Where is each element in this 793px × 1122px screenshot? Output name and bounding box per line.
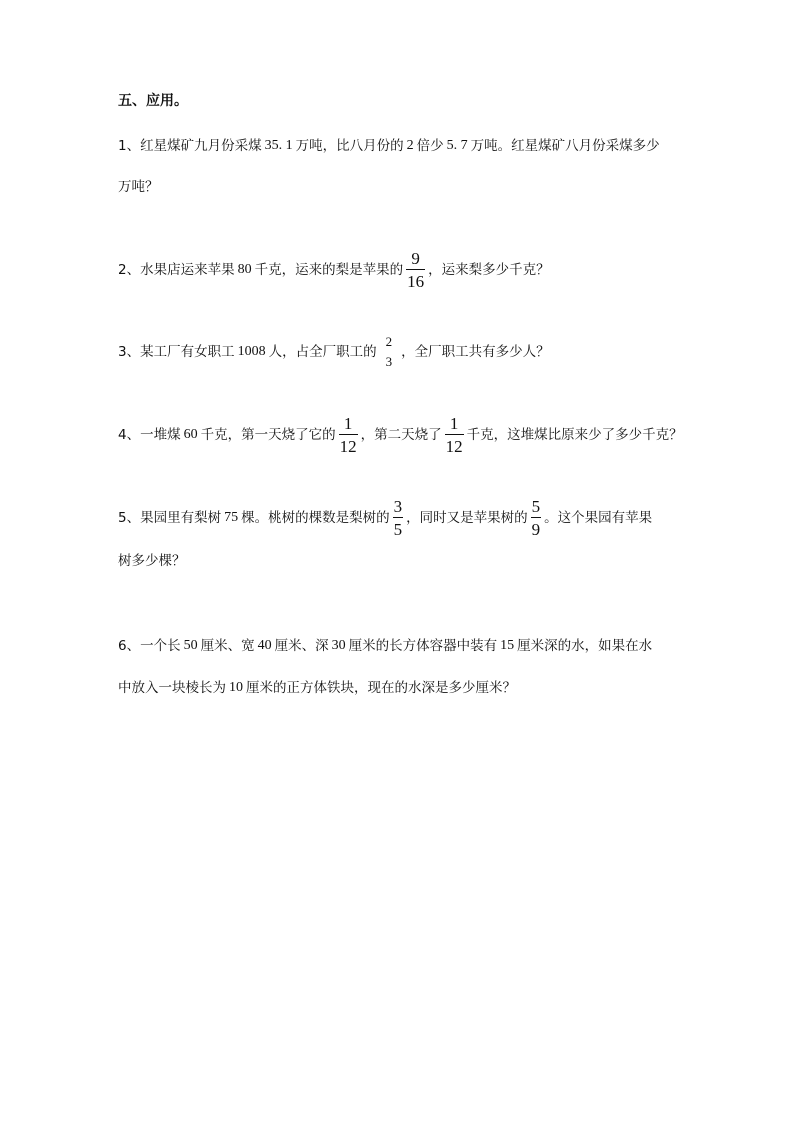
q3-text: 3、某工厂有女职工 [118, 344, 235, 360]
q1-text: 1、红星煤矿九月份采煤 [118, 138, 262, 154]
q5-text: 5、果园里有梨树 [118, 510, 222, 526]
q6-value-width: 40 [257, 638, 272, 653]
q3-fraction [385, 334, 394, 370]
q6-text: 6、一个长 [118, 638, 181, 654]
q1-value-difference: 5. 7 [446, 138, 468, 153]
q2-value-apples: 80 [237, 262, 252, 277]
fraction-numerator: 9 [411, 249, 420, 268]
question-4 [118, 414, 683, 456]
question-5-line-2 [118, 552, 186, 570]
question-1-line-1 [118, 137, 660, 155]
fraction-numerator: 3 [393, 497, 403, 516]
q4-fraction-1 [339, 414, 358, 456]
q6-text: 厘米的长方体容器中装有 [348, 638, 498, 654]
section-title [118, 92, 188, 110]
q5-text: 树多少棵？ [118, 553, 186, 569]
q6-value-length: 50 [183, 638, 198, 653]
fraction-bar [445, 434, 464, 435]
fraction-numerator: 2 [385, 334, 393, 349]
q1-text: 万吨。红星煤矿八月份采煤多少 [470, 138, 660, 154]
q4-text: 千克，这堆煤比原来少了多少千克？ [466, 427, 683, 443]
fraction-bar [393, 517, 404, 518]
q3-value-female-workers: 1008 [237, 344, 266, 359]
question-5-line-1 [118, 497, 653, 539]
q6-text: 厘米、宽 [200, 638, 255, 654]
q6-text: 厘米深的水，如果在水 [517, 638, 653, 654]
fraction-denominator: 16 [407, 272, 425, 291]
q1-text: 万吨？ [118, 179, 159, 195]
q5-fraction-1 [393, 497, 404, 539]
q4-value-coal: 60 [183, 427, 198, 442]
fraction-bar [339, 434, 358, 435]
question-6-line-1 [118, 637, 652, 655]
fraction-denominator: 12 [445, 437, 463, 456]
q2-text: 2、水果店运来苹果 [118, 262, 235, 278]
q6-value-water-depth: 15 [500, 638, 515, 653]
q5-fraction-2 [531, 497, 542, 539]
fraction-denominator: 3 [385, 354, 393, 369]
fraction-bar [385, 351, 394, 352]
q1-text: 倍少 [416, 138, 444, 154]
q5-value-pear-trees: 75 [224, 510, 239, 525]
fraction-numerator: 5 [531, 497, 541, 516]
q4-text: 4、一堆煤 [118, 427, 181, 443]
q6-text: 厘米、深 [274, 638, 329, 654]
question-2 [118, 249, 550, 291]
fraction-numerator: 1 [449, 414, 459, 433]
q5-text: ，同时又是苹果树的 [406, 510, 528, 526]
fraction-bar [531, 517, 542, 518]
q5-text: 棵。桃树的棵数是梨树的 [241, 510, 390, 526]
q4-text: 千克，第一天烧了它的 [200, 427, 336, 443]
q1-text: 万吨，比八月份的 [295, 138, 404, 154]
fraction-denominator: 9 [531, 520, 541, 539]
q3-text: 人，占全厂职工的 [268, 344, 377, 360]
q6-text: 厘米的正方体铁块，现在的水深是多少厘米？ [246, 680, 516, 696]
q1-value-coal-september: 35. 1 [264, 138, 293, 153]
q3-text: ，全厂职工共有多少人？ [401, 344, 550, 360]
q2-text: 千克，运来的梨是苹果的 [254, 262, 404, 278]
fraction-denominator: 5 [393, 520, 403, 539]
q6-value-depth: 30 [331, 638, 346, 653]
fraction-bar [406, 269, 425, 270]
q5-text: 。这个果园有苹果 [544, 510, 653, 526]
q4-fraction-2 [445, 414, 464, 456]
section-title-text: 五、应用。 [118, 93, 188, 109]
q2-fraction [406, 249, 425, 291]
q6-value-cube-edge: 10 [229, 680, 243, 695]
fraction-denominator: 12 [339, 437, 357, 456]
q2-text: ，运来梨多少千克？ [428, 262, 550, 278]
fraction-numerator: 1 [343, 414, 353, 433]
q4-text: ，第二天烧了 [360, 427, 442, 443]
q6-text: 中放入一块棱长为 [118, 680, 226, 696]
question-1-line-2 [118, 178, 159, 196]
q1-value-multiplier: 2 [406, 138, 414, 153]
question-3 [118, 334, 550, 369]
question-6-line-2 [118, 679, 516, 697]
